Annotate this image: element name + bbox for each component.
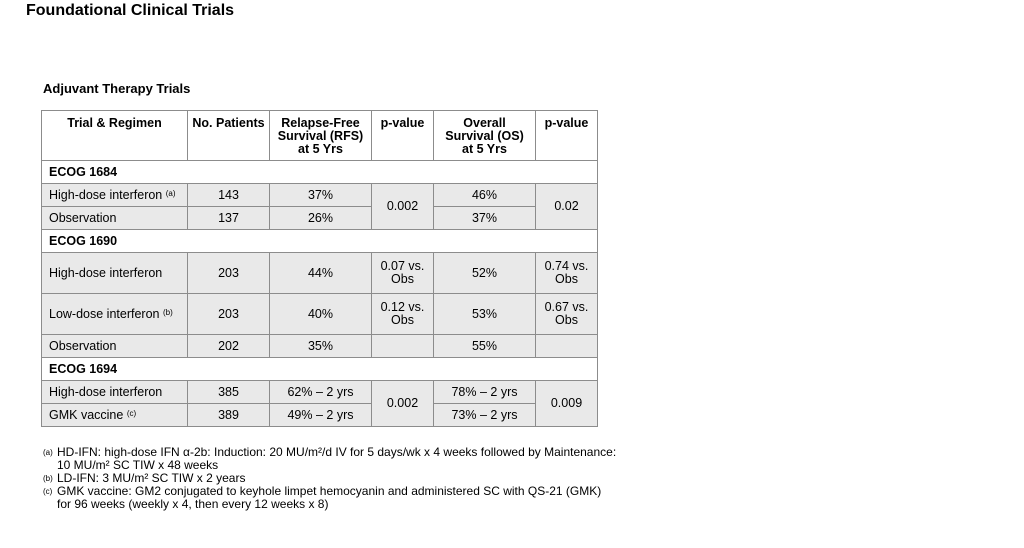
rfs-p-cell: 0.002 [372,381,434,427]
os-cell: 78% – 2 yrs [434,381,536,404]
footnotes [43,446,617,511]
col-header-patients: No. Patients [188,111,270,161]
os-p-cell: 0.009 [536,381,598,427]
group-row [42,230,598,253]
section-title: Adjuvant Therapy Trials [43,81,191,96]
patients-cell: 137 [188,207,270,230]
os-p-cell: 0.74 vs. Obs [536,253,598,294]
regimen-cell [42,294,188,335]
footnote-ref: (c) [126,408,137,418]
table-row [42,207,598,230]
patients-cell: 143 [188,184,270,207]
regimen-cell: Observation [42,207,188,230]
table-row [42,184,598,207]
rfs-cell: 49% – 2 yrs [270,404,372,427]
rfs-p-cell: 0.07 vs. Obs [372,253,434,294]
patients-cell: 385 [188,381,270,404]
patients-cell: 203 [188,294,270,335]
table-row [42,381,598,404]
footnote-text: HD-IFN: high-dose IFN α-2b: Induction: 20 MU/m²/d IV for 5 days/wk x 4 weeks followed by Maintenance: 10 MU/m² SC TIW x 48 weeks [57,445,617,472]
rfs-p-cell: 0.002 [372,184,434,230]
rfs-cell: 40% [270,294,372,335]
os-cell: 53% [434,294,536,335]
regimen-cell: Observation [42,335,188,358]
rfs-p-cell [372,335,434,358]
group-label: ECOG 1690 [42,230,598,253]
rfs-cell: 62% – 2 yrs [270,381,372,404]
col-header-os: Overall Survival (OS) at 5 Yrs [434,111,536,161]
regimen-cell [42,404,188,427]
footnote-ref: (a) [165,188,176,198]
patients-cell: 202 [188,335,270,358]
group-row [42,358,598,381]
regimen-cell: High-dose interferon [42,381,188,404]
group-label: ECOG 1684 [42,161,598,184]
col-header-os-p: p-value [536,111,598,161]
rfs-cell: 37% [270,184,372,207]
group-label: ECOG 1694 [42,358,598,381]
patients-cell: 203 [188,253,270,294]
footnote [43,485,617,511]
col-header-regimen: Trial & Regimen [42,111,188,161]
footnote-mark: (a) [43,448,53,457]
trials-table [41,110,598,427]
footnote [43,446,617,472]
rfs-p-cell: 0.12 vs. Obs [372,294,434,335]
patients-cell: 389 [188,404,270,427]
regimen-cell: High-dose interferon [42,253,188,294]
os-cell: 37% [434,207,536,230]
footnote-ref: (b) [162,307,173,317]
regimen-label: High-dose interferon [49,187,163,202]
col-header-rfs-p: p-value [372,111,434,161]
os-cell: 73% – 2 yrs [434,404,536,427]
os-p-cell: 0.02 [536,184,598,230]
os-p-cell: 0.67 vs. Obs [536,294,598,335]
table-row [42,335,598,358]
table-row [42,404,598,427]
footnote-mark: (c) [43,487,53,496]
footnote-text: GMK vaccine: GM2 conjugated to keyhole limpet hemocyanin and administered SC with QS-21 (GMK) for 96 weeks (weekly x 4, then every 12 weeks x 8) [57,484,602,511]
table-row [42,253,598,294]
table-row [42,294,598,335]
regimen-label: GMK vaccine [49,407,124,422]
rfs-cell: 44% [270,253,372,294]
footnote-text: LD-IFN: 3 MU/m² SC TIW x 2 years [57,471,246,485]
os-cell: 52% [434,253,536,294]
regimen-label: Low-dose interferon [49,306,160,321]
col-header-rfs: Relapse-Free Survival (RFS) at 5 Yrs [270,111,372,161]
footnote-mark: (b) [43,474,53,483]
rfs-cell: 35% [270,335,372,358]
table-header-row [42,111,598,161]
os-p-cell [536,335,598,358]
rfs-cell: 26% [270,207,372,230]
regimen-cell [42,184,188,207]
page-title: Foundational Clinical Trials [26,2,235,19]
os-cell: 46% [434,184,536,207]
os-cell: 55% [434,335,536,358]
group-row [42,161,598,184]
